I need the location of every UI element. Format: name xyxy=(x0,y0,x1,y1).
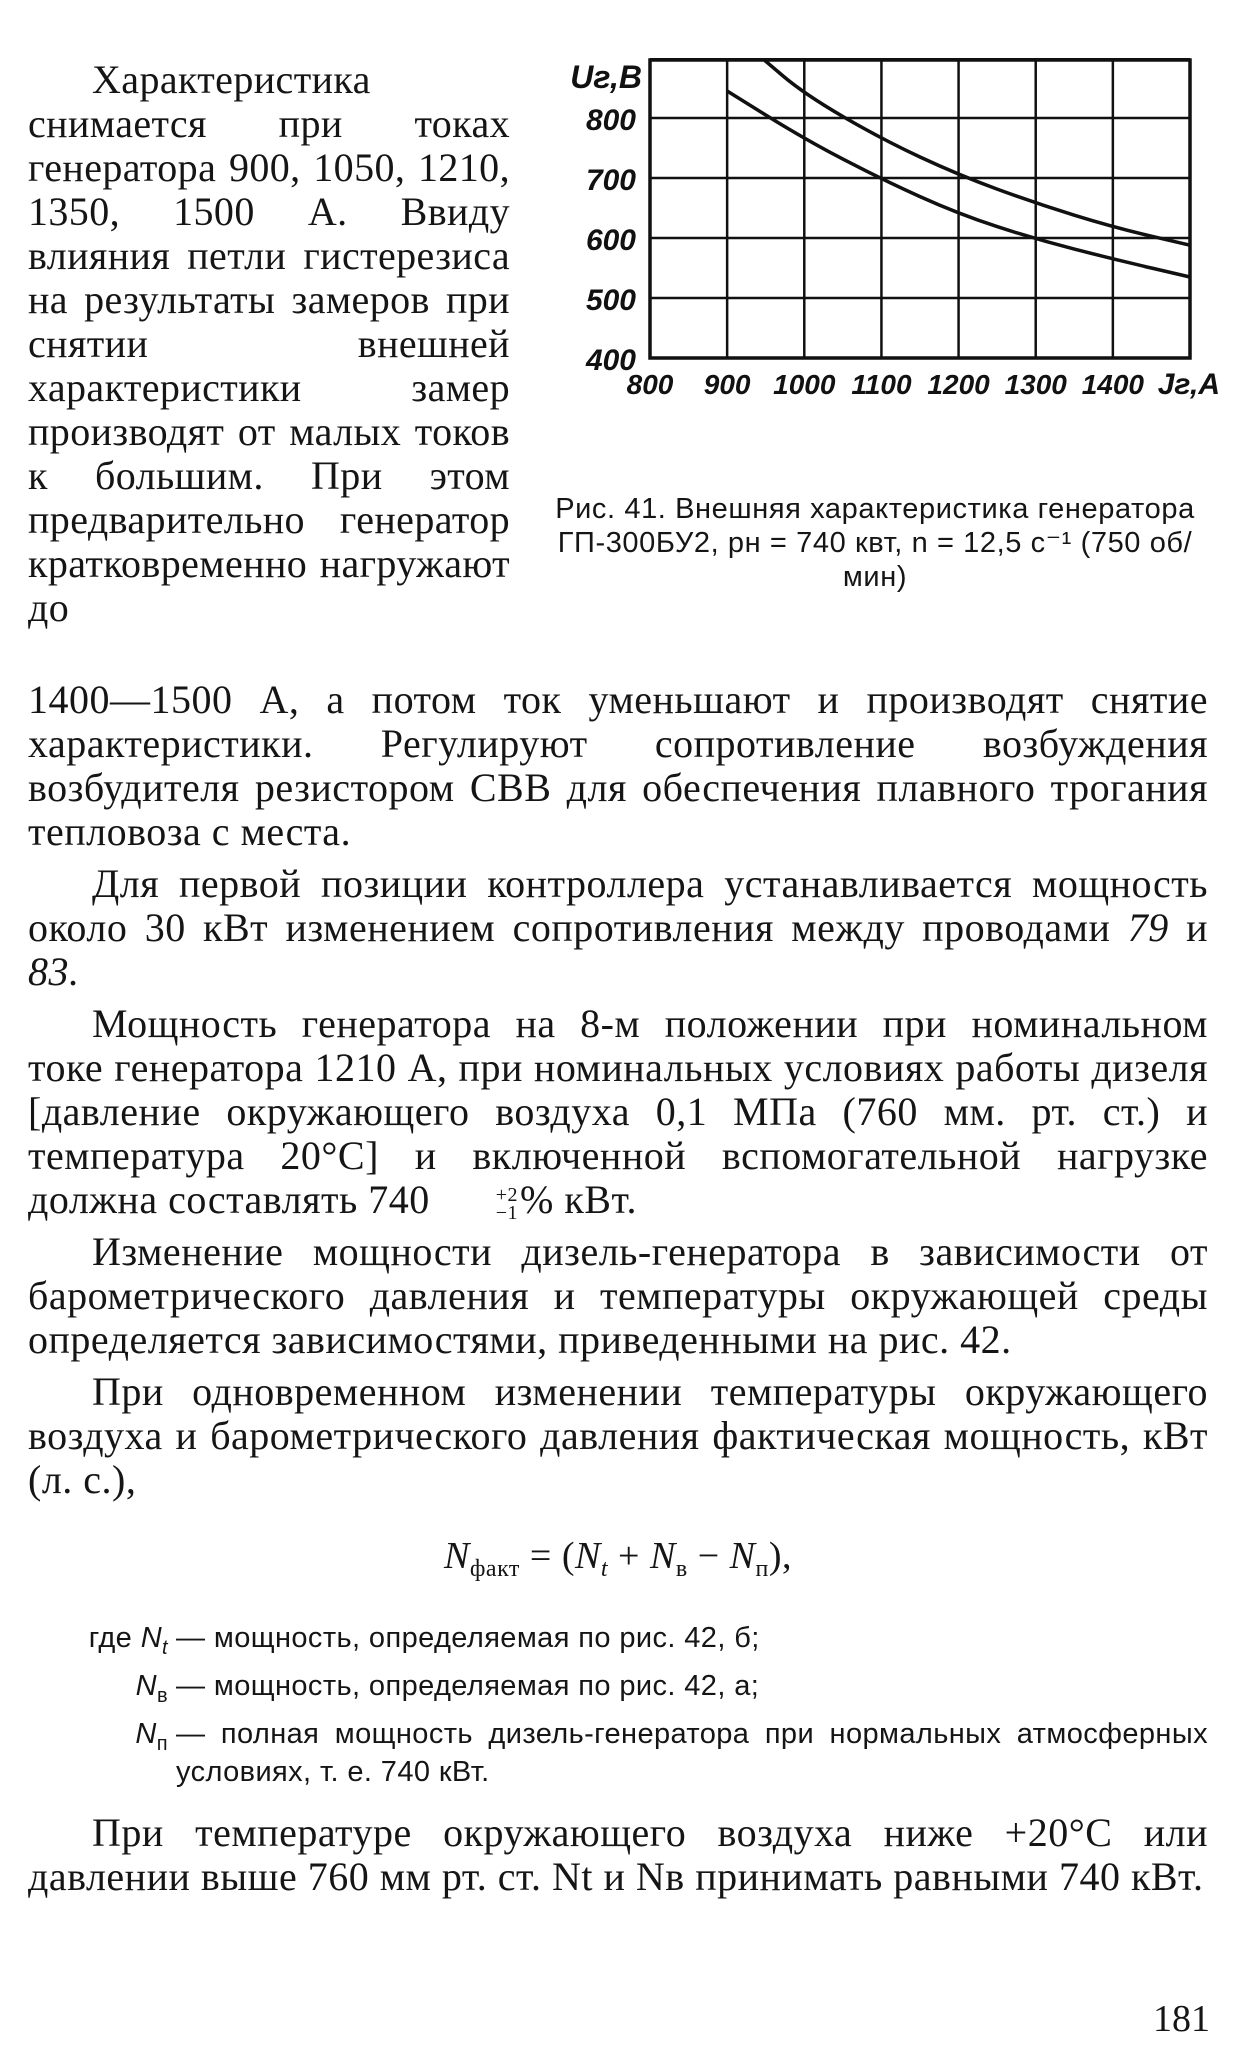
legend-sub: в xyxy=(156,1684,168,1707)
formula-minus: − xyxy=(687,1535,730,1577)
x-tick-label: 1300 xyxy=(1004,369,1067,400)
intro-text: Характеристика снимается при токах генератора 900, 1050, 1210, 1350, 1500 А. Ввиду влияния петли гистерезиса на результаты замеров при снятии внешней характеристики замер производят от малых токов к большим. При этом предварительно генератор кратковременно нагружают до xyxy=(28,57,510,630)
formula-close: ), xyxy=(768,1535,792,1577)
legend-sym: N xyxy=(140,1622,163,1654)
legend-sym: N xyxy=(135,1669,157,1702)
x-axis-label: Jг,А xyxy=(1157,368,1220,401)
paragraph-controller-text: Для первой позиции контроллера устанавливается мощность около 30 кВт изменением сопротивления между проводами xyxy=(28,861,1208,950)
voltage-current-chart xyxy=(530,58,1225,483)
power-value: 740 xyxy=(368,1177,430,1222)
wire-number-1: 79 xyxy=(1127,905,1169,950)
formula xyxy=(28,1532,1208,1593)
x-tick-label: 1400 xyxy=(1081,369,1145,400)
formula-legend xyxy=(28,1619,1208,1791)
page-number: 181 xyxy=(1153,1998,1210,2040)
legend-row xyxy=(28,1715,1208,1791)
formula-t3-sub: п xyxy=(755,1556,769,1582)
legend-sub: t xyxy=(162,1636,168,1659)
figure-caption: Рис. 41. Внешняя характеристика генератора ГП-300БУ2, pн = 740 квт, n = 12,5 с⁻¹ (750 об/мин) xyxy=(555,493,1195,593)
paragraph-conditions: При температуре окружающего воздуха ниже +20°С или давлении выше 760 мм рт. ст. Nt и Nв принимать равными 740 кВт. xyxy=(28,1809,1208,1899)
paragraph-pressure: Изменение мощности дизель-генератора в зависимости от барометрического давления и температуры окружающей среды определяется зависимостями, приведенными на рис. 42. xyxy=(28,1229,1208,1362)
legend-symbol xyxy=(28,1619,176,1667)
wire-number-2: 83. xyxy=(28,949,80,994)
body-text xyxy=(28,678,1208,1899)
y-tick-label: 400 xyxy=(585,344,636,377)
legend-symbol xyxy=(28,1715,176,1791)
legend-symbol xyxy=(28,1667,176,1715)
plot-frame xyxy=(650,60,1190,358)
formula-t1-sub: t xyxy=(600,1556,609,1582)
and-word: и xyxy=(1186,905,1208,950)
y-tick-label: 600 xyxy=(585,224,636,257)
formula-lhs: N xyxy=(444,1535,470,1577)
y-axis-label: Uг,В xyxy=(570,59,642,95)
intro-continuation: 1400—1500 А, а потом ток уменьшают и производят снятие характеристики. Регулируют сопротивление возбуждения возбудителя резистором СВВ для обеспечения плавного трогания тепловоза с места. xyxy=(28,677,1208,854)
legend-text: — мощность, определяемая по рис. 42, б; xyxy=(176,1622,760,1654)
x-tick-label: 1000 xyxy=(773,369,836,400)
x-tick-label: 800 xyxy=(626,369,674,400)
tolerance-lower: −1 xyxy=(495,1202,519,1224)
formula-eq: = ( xyxy=(519,1535,576,1577)
formula-t1: N xyxy=(575,1535,601,1577)
legend-text: — полная мощность дизель-генератора при нормальных атмосферных условиях, т. е. 740 кВт. xyxy=(176,1717,1208,1788)
legend-sym: N xyxy=(135,1717,157,1750)
paragraph-power xyxy=(28,1002,1208,1222)
x-tick-label: 900 xyxy=(703,369,751,400)
paragraph-simultaneous: При одновременном изменении температуры окружающего воздуха и барометрического давления фактическая мощность, кВт (л. с.), xyxy=(28,1369,1208,1502)
x-tick-label: 1200 xyxy=(927,369,990,400)
formula-t2-sub: в xyxy=(675,1556,688,1582)
formula-lhs-sub: факт xyxy=(469,1556,520,1582)
legend-row xyxy=(28,1619,1208,1667)
power-unit: % кВт. xyxy=(520,1177,637,1222)
y-tick-label: 500 xyxy=(585,284,636,317)
y-tick-label: 700 xyxy=(585,164,636,197)
legend-row xyxy=(28,1667,1208,1715)
power-tolerance xyxy=(432,1186,518,1222)
formula-plus: + xyxy=(608,1535,650,1577)
paragraph-power-text: Мощность генератора на 8-м положении при номинальном токе генератора 1210 А, при номинальных условиях работы дизеля [давление окружающего воздуха 0,1 МПа (760 мм. рт. ст.) и температура 20°С] и включенной вспомогательной нагрузке должна составлять xyxy=(28,1001,1208,1222)
tolerance-upper: +2 xyxy=(495,1184,519,1206)
paragraph-controller xyxy=(28,862,1208,994)
legend-text: — мощность, определяемая по рис. 42, а; xyxy=(176,1669,760,1702)
formula-t3: N xyxy=(729,1535,756,1577)
legend-sub: п xyxy=(156,1732,168,1755)
y-tick-label: 800 xyxy=(585,104,636,137)
x-tick-label: 1100 xyxy=(851,369,912,400)
legend-prefix: где xyxy=(88,1622,133,1654)
formula-t2: N xyxy=(649,1535,676,1577)
intro-paragraph xyxy=(28,58,510,630)
